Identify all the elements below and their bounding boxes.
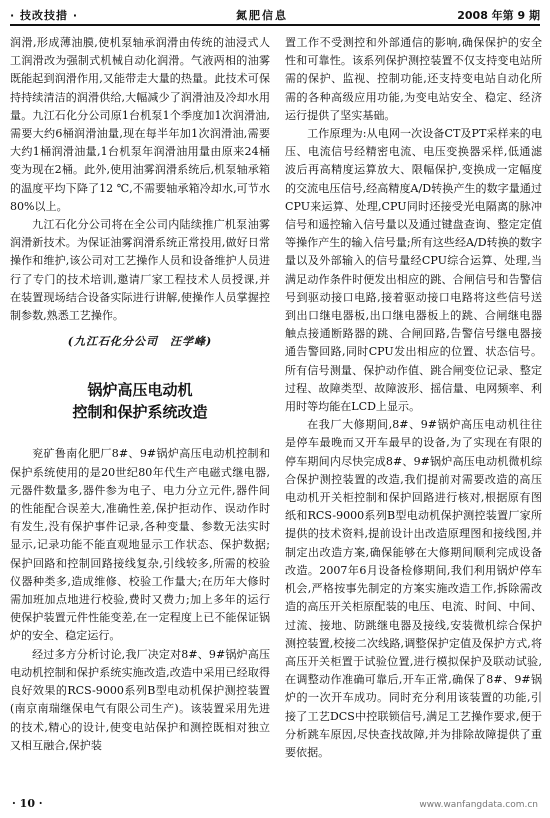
page-header (10, 4, 540, 26)
paragraph: 经过多方分析讨论,我厂决定对8#、9#锅炉高压电动机控制和保护系统实施改造,改造中采用已经取得良好效果的RCS-9000系列B型电动机保护测控装置(南京南瑞继保电气有限公司生产)。该装置采用先进的技术,精心的设计,使变电站保护和测控既相对独立又相互融合,保护装 (10, 647, 270, 752)
left-column (10, 34, 270, 755)
watermark-text: www.wanfangdata.com.cn (419, 800, 538, 810)
section-label: · 技改技措 · (10, 9, 79, 22)
article-title-line: 锅炉高压电动机 (87, 381, 193, 400)
article-title-line: 控制和保护系统改造 (72, 403, 208, 422)
paragraph: 置工作不受测控和外部通信的影响,确保保护的安全性和可靠性。该系列保护测控装置不仅支持变电站所需的保护、监视、控制功能,还支持变电站自动化所需的各种高级应用功能,为变电站安全、稳定、经济运行提供了坚实基础。 (285, 36, 542, 122)
paragraph: 在我厂大修期间,8#、9#锅炉高压电动机往往是停车最晚而又开车最早的设备,为了实现在有限的停车期间内尽快完成8#、9#锅炉高压电动机微机综合保护测控装置的改造,我们提前对需要改造的高压电动机开关柜控制和保护回路进行核对,根据原有图纸和RCS-9000系列B型电动机保护测控装置厂家所提供的技术资料,提前设计出改造原理图和接线图,并制定出改造方案,确保能够在大修期间顺利完成设备改造。2007年6月设备检修期间,我们利用锅炉停车机会,严格按事先制定的方案实施改造工作,拆除需改造的高压开关柜原配装的电压、电流、时间、中间、过流、接地、防跳继电器及接线,安装微机综合保护测控装置,校接二次线路,调整保护定值及保护方式,将高压开关柜置于试验位置,进行模拟保护及联动试验,在调整动作准确可靠后,开车正常,确保了8#、9#锅炉的一次开车成功。同时充分利用该装置的功能,引接了工艺DCS中控联锁信号,满足工艺操作要求,便于分析跳车原因,尽快查找故障,并为排除故障提供了重要依据。 (285, 418, 542, 759)
paragraph: 九江石化分公司将在全公司内陆续推广机泵油雾润滑新技术。为保证油雾润滑系统正常投用,做好日常操作和维护,该公司对工艺操作人员和设备维护人员进行了专门的技术培训,邀请厂家工程技术人员授课,并在装置现场结合设备实际进行讲解,使操作人员掌握控制参数,熟悉工艺操作。 (10, 218, 270, 323)
paragraph: 润滑,形成薄油膜,使机泵轴承润滑由传统的油浸式人工润滑改为强制式机械自动化润滑。气液两相的油雾既能起到润滑作用,又能带走大量的热量。此技术可保持持续清洁的润滑供给,大幅减少了润滑油及冷却水用量。九江石化分公司原1台机泵1个季度加1次润滑油,需要大约6桶润滑油量,现在每半年加1次润滑油,需要大约1桶润滑油量,1台机泵年润滑油用量由原来24桶变为现在2桶。此外,使用油雾润滑系统后,机泵轴承箱的温度平均下降了12 ℃,不需要轴承箱冷却水,可节水80%以上。 (10, 36, 270, 213)
journal-name: 氮肥信息 (236, 9, 288, 22)
right-column (285, 34, 542, 762)
paragraph: 兖矿鲁南化肥厂8#、9#锅炉高压电动机控制和保护系统使用的是20世纪80年代生产电磁式继电器,元器件数量多,器件参为电子、电力分立元件,器件间的性能配合误差大,准确性差,保护拒动作、误动作时有发生,没有保护事件记录,各种变量、参数无法实时显示,记录功能不能直观地显示工作状态、保护数据;保护回路和控制回路接线复杂,引线较多,所需的校验仪器种类多,造成维修、校验工作量大;在历年大修时需加班加点地进行校验,费时又费力;加上多年的运行使保护装置元件性能变差,在一定程度上已不能保证锅炉的安全、稳定运行。 (10, 447, 270, 643)
paragraph: 工作原理为:从电网一次设备CT及PT采样来的电压、电流信号经精密电流、电压变换器采样,低通滤波后再高精度运算放大、限幅保护,变换成一定幅度的交流电压信号,经高精度A/D转换产生的数字量通过CPU来运算、处理,CPU同时还接受光电隔离的脉冲信号和遥控输入信号量以及通过键盘查询、整定定值等操作产生的输入信号量;所有这些经A/D转换的数字量以及外部输入的信号量经CPU综合运算、处理,当满足动作条件时便发出相应的跳、合闸信号和告警信号到驱动接口电路,接着驱动接口电路将这些信号送到出口继电器板,出口继电器板上的跳、合闸继电器触点接通断路器的跳、合闸回路,告警信号继电器接通告警回路,同时CPU发出相应的位置、状态信号。所有信号测量、保护动作值、跳合闸变位记录、整定过程、故障类型、故障波形、摇信量、电网频率、利用时等均能在LCD上显示。 (285, 127, 542, 414)
article-title (10, 379, 270, 423)
author-byline: (九江石化分公司 汪学峰) (67, 335, 213, 349)
issue-label: 2008 年第 9 期 (457, 9, 540, 22)
page-number: · 10 · (12, 797, 43, 810)
